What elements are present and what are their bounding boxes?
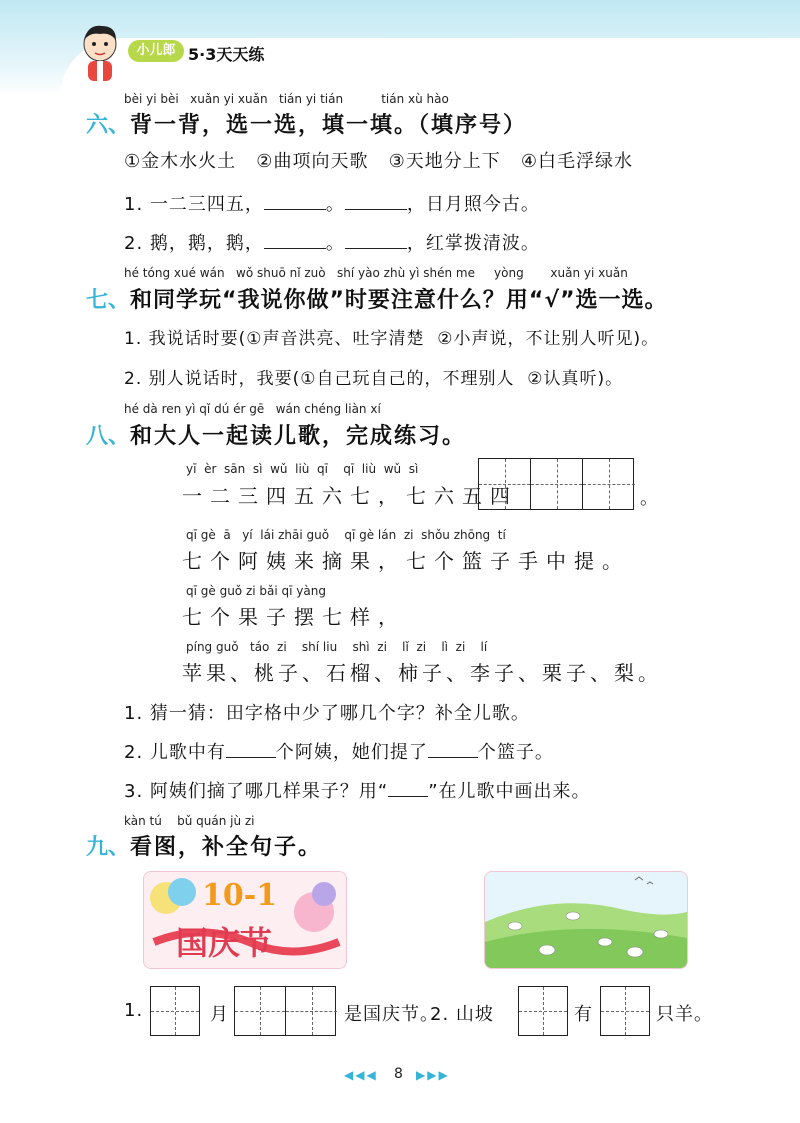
q2-text-end: ，红掌拨清波。 xyxy=(406,233,540,254)
tianzige-cell-where[interactable] xyxy=(518,986,568,1036)
answer-blank[interactable] xyxy=(345,247,407,249)
section-7-heading xyxy=(86,283,668,314)
section-7-q1: 1. 我说话时要(①声音洪亮、吐字清楚 ②小声说，不让别人听见)。 xyxy=(124,329,660,349)
poem-line-1-end: 。 xyxy=(640,488,659,509)
q3-text: 3. 阿姨们摘了哪几样果子？用“ xyxy=(124,781,389,802)
section-7-q2: 2. 别人说话时，我要(①自己玩自己的，不理别人 ②认真听)。 xyxy=(124,369,624,389)
section-6-pinyin: bèi yi bèi xuǎn yi xuǎn tián yi tián tián xù hào xyxy=(124,92,449,106)
hillside-sheep-picture xyxy=(484,871,688,969)
section-7-pinyin: hé tóng xué wán wǒ shuō nǐ zuò shí yào zhù yì shén me yòng xuǎn yi xuǎn xyxy=(124,266,628,280)
s9-q1-end: 是国庆节。 xyxy=(344,1004,439,1025)
poem-line-3-pinyin: qī gè guǒ zi bǎi qī yàng xyxy=(186,584,326,598)
section-7-number: 七、 xyxy=(86,288,131,313)
poem-line-1-pinyin: yī èr sān sì wǔ liù qī qī liù wǔ sì xyxy=(186,462,419,476)
answer-blank[interactable] xyxy=(388,795,428,797)
answer-blank[interactable] xyxy=(264,208,326,210)
tianzige-cell[interactable] xyxy=(235,987,286,1035)
section-6-heading xyxy=(86,108,527,139)
tianzige-cell[interactable] xyxy=(286,987,337,1035)
mascot-icon xyxy=(78,22,122,84)
section-6-number: 六、 xyxy=(86,113,131,138)
section-6-q2 xyxy=(124,229,540,255)
poem-line-2-pinyin: qī gè ā yí lái zhāi guǒ qī gè lán zi shǒu zhōng tí xyxy=(186,528,506,542)
poem-line-2: 七个阿姨来摘果，七个篮子手中提。 xyxy=(182,549,630,573)
tianzige-cell-count[interactable] xyxy=(600,986,650,1036)
section-6-title: 背一背，选一选，填一填。（填序号） xyxy=(130,113,528,138)
section-6-options: ①金木水火土 ②曲项向天歌 ③天地分上下 ④白毛浮绿水 xyxy=(124,151,634,172)
answer-blank[interactable] xyxy=(264,247,326,249)
section-8-heading xyxy=(86,419,466,450)
poem-line-4: 苹果、桃子、石榴、柿子、李子、栗子、梨。 xyxy=(182,661,662,685)
q2-text: 2. 儿歌中有 xyxy=(124,742,226,763)
section-8-q2 xyxy=(124,738,554,764)
answer-blank[interactable] xyxy=(428,756,478,758)
q1-text: 1. 一二三四五， xyxy=(124,194,264,215)
tianzige-cell[interactable] xyxy=(531,459,583,509)
section-8-number: 八、 xyxy=(86,424,131,449)
q2-text-mid: 个阿姨，她们提了 xyxy=(275,742,428,763)
tianzige-cell[interactable] xyxy=(479,459,531,509)
q1-punct: 。 xyxy=(325,194,345,215)
s9-q2-end: 只羊。 xyxy=(656,1004,713,1025)
brand-badge: 小儿郎 xyxy=(128,40,184,62)
page-number: 8 xyxy=(394,1066,403,1082)
section-8-q3 xyxy=(124,777,591,803)
section-9-number: 九、 xyxy=(86,835,131,860)
s9-q2-start: 2. 山坡 xyxy=(430,1004,494,1025)
section-8-q1: 1. 猜一猜：田字格中少了哪几个字？补全儿歌。 xyxy=(124,703,530,724)
section-9-heading xyxy=(86,830,322,861)
q2-punct: 。 xyxy=(325,233,345,254)
poem-line-1: 一二三四五六七，七六五四 xyxy=(182,484,518,508)
q3-text-end: ”在儿歌中画出来。 xyxy=(428,781,591,802)
tianzige-cell[interactable] xyxy=(583,459,635,509)
q2-text-end: 个篮子。 xyxy=(477,742,554,763)
brand-series: 5·3天天练 xyxy=(188,45,265,64)
section-8-title: 和大人一起读儿歌，完成练习。 xyxy=(130,424,467,449)
tianzige-grid[interactable] xyxy=(478,458,634,510)
section-9-pinyin: kàn tú bǔ quán jù zi xyxy=(124,814,255,828)
poem-line-4-pinyin: píng guǒ táo zi shí liu shì zi lǐ zi lì zi lí xyxy=(186,640,488,654)
section-8-pinyin: hé dà ren yì qǐ dú ér gē wán chéng liàn xí xyxy=(124,402,381,416)
tianzige-cell-month[interactable] xyxy=(150,986,200,1036)
national-day-date: 10-1 xyxy=(202,878,278,913)
q2-text: 2. 鹅，鹅，鹅， xyxy=(124,233,264,254)
answer-blank[interactable] xyxy=(345,208,407,210)
national-day-picture xyxy=(143,871,347,969)
poem-line-3: 七个果子摆七样， xyxy=(182,605,406,629)
q1-text-end: ，日月照今古。 xyxy=(406,194,540,215)
national-day-label: 国庆节 xyxy=(176,924,273,962)
s9-q1-number: 1. xyxy=(124,1000,144,1021)
tianzige-grid-day[interactable] xyxy=(234,986,336,1036)
s9-q2-have: 有 xyxy=(574,1004,593,1025)
s9-q1-month: 月 xyxy=(210,1004,229,1025)
next-arrows-icon: ▶▶▶ xyxy=(416,1068,450,1082)
answer-blank[interactable] xyxy=(226,756,276,758)
section-9-title: 看图，补全句子。 xyxy=(130,835,323,860)
section-7-title: 和同学玩“我说你做”时要注意什么？用“√”选一选。 xyxy=(130,288,668,313)
section-6-q1 xyxy=(124,190,540,216)
prev-arrows-icon: ◀◀◀ xyxy=(344,1068,378,1082)
